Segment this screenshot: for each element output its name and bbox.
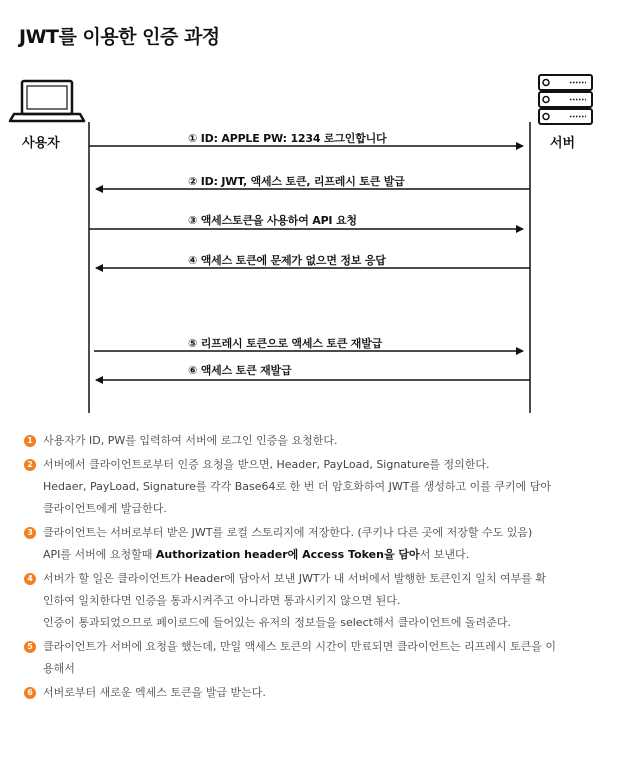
step-text: 사용자가 ID, PW를 입력하여 서버에 로그인 인증을 요청한다. [43, 434, 338, 447]
step-text: Hedaer, PayLoad, Signature를 각각 Base64로 한 번 더 암호화하여 JWT를 생성하고 이를 쿠키에 담아 [43, 480, 551, 493]
actor-user-label: 사용자 [22, 136, 60, 151]
step-text: 클라이언트가 서버에 요청을 했는데, 만일 액세스 토큰의 시간이 만료되면 클라이언트는 리프레시 토큰을 이 [43, 640, 556, 653]
steps-list [24, 430, 614, 706]
list-item [24, 454, 614, 520]
server-icon [539, 75, 592, 124]
step-text: 서버에서 클라이언트로부터 인증 요청을 받으면, Header, PayLoad, Signature를 정의한다. [43, 458, 490, 471]
message-label-6: ⑥ 액세스 토큰 재발급 [188, 364, 292, 377]
list-item [24, 682, 614, 704]
step-number-badge: 3 [24, 527, 36, 539]
step-text: 클라이언트는 서버로부터 받은 JWT를 로컬 스토리지에 저장한다. (쿠키나 다른 곳에 저장할 수도 있음) [43, 526, 533, 539]
step-number-badge: 6 [24, 687, 36, 699]
message-label-1: ① ID: APPLE PW: 1234 로그인합니다 [188, 132, 387, 145]
highlight-text: 을 담아 [383, 548, 420, 561]
step-text-segment: 서 보낸다. [419, 548, 470, 561]
highlight-text: Authorization header [155, 548, 288, 561]
step-number-badge: 2 [24, 459, 36, 471]
message-label-3: ③ 액세스토큰을 사용하여 API 요청 [188, 214, 357, 227]
step-text: 클라이언트에게 발급한다. [43, 502, 167, 515]
step-number-badge: 4 [24, 573, 36, 585]
message-label-2: ② ID: JWT, 액세스 토큰, 리프레시 토큰 발급 [188, 175, 405, 188]
step-text: 서버가 할 일은 클라이언트가 Header에 담아서 보낸 JWT가 내 서버에서 발행한 토큰인지 일치 여부를 확 [43, 572, 547, 585]
step-text: 인하여 일치한다면 인증을 통과시켜주고 아니라면 통과시키지 않으면 된다. [43, 594, 401, 607]
step-number-badge: 1 [24, 435, 36, 447]
list-item [24, 522, 614, 566]
list-item [24, 568, 614, 634]
highlight-text: Access Token [302, 548, 384, 561]
step-text-segment: API를 서버에 요청할때 [43, 548, 156, 561]
step-text-rich [43, 544, 614, 566]
page-title: JWT를 이용한 인증 과정 [19, 26, 220, 48]
actor-server-label: 서버 [550, 136, 576, 151]
step-number-badge: 5 [24, 641, 36, 653]
step-text: 용해서 [43, 662, 75, 675]
step-text: 인증이 통과되었으므로 페이로드에 들어있는 유저의 정보들을 select해서 클라이언트에 돌려준다. [43, 616, 511, 629]
list-item [24, 430, 614, 452]
highlight-text: 에 [287, 548, 303, 561]
list-item [24, 636, 614, 680]
laptop-icon [10, 81, 84, 121]
message-label-4: ④ 액세스 토큰에 문제가 없으면 정보 응답 [188, 254, 386, 267]
step-text: 서버로부터 새로운 엑세스 토큰을 발급 받는다. [43, 686, 266, 699]
message-label-5: ⑤ 리프레시 토큰으로 액세스 토큰 재발급 [188, 337, 383, 350]
